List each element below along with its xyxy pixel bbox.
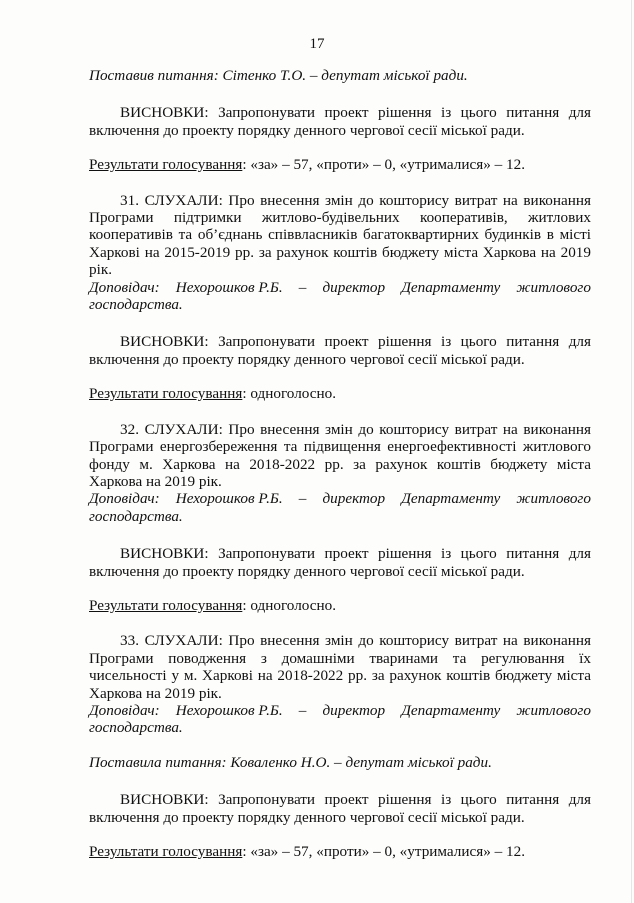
speaker-word: Департаменту [401, 701, 501, 719]
vote-result-line [89, 597, 591, 614]
conclusion-paragraph: ВИСНОВКИ: Запропонувати проект рішення із цього питання для включення до проекту порядку денного чергової сесії міської ради. [89, 333, 591, 368]
speaker-word: житлового [516, 490, 591, 508]
vote-result-label: Результати голосування [89, 385, 243, 403]
vote-result-label: Результати голосування [89, 596, 243, 614]
speaker-dash: – [298, 278, 307, 296]
conclusion-paragraph: ВИСНОВКИ: Запропонувати проект рішення із цього питання для включення до проекту порядку денного чергової сесії міської ради. [89, 545, 591, 580]
vote-result-value: : «за» – 57, «проти» – 0, «утрималися» – 12. [242, 156, 525, 174]
vote-result-value: : одноголосно. [242, 596, 337, 614]
speaker-department: господарства. [89, 719, 183, 737]
vote-result-line [89, 843, 591, 860]
vote-result-value: : одноголосно. [242, 385, 337, 403]
speaker-label: Доповідач: [89, 490, 160, 508]
speaker-name: Нехорошков Р.Б. [175, 278, 283, 296]
speaker-label: Доповідач: [89, 278, 160, 296]
vote-result-line [89, 156, 591, 173]
page-edge-shadow [631, 0, 632, 903]
speaker-name: Нехорошков Р.Б. [175, 701, 283, 719]
presenter-line: Поставила питання: Коваленко Н.О. – депутат міської ради. [89, 753, 492, 771]
speaker-dash: – [298, 490, 307, 508]
speaker-word: житлового [516, 278, 591, 296]
vote-result-label: Результати голосування [89, 156, 243, 174]
speaker-department: господарства. [89, 507, 183, 525]
intro-presenter-line: Поставив питання: Сітенко Т.О. – депутат міської ради. [89, 67, 468, 84]
vote-result-line [89, 385, 591, 402]
speaker-word: Департаменту [401, 278, 501, 296]
page-body [89, 67, 591, 860]
conclusion-paragraph: ВИСНОВКИ: Запропонувати проект рішення із цього питання для включення до проекту порядку денного чергової сесії міської ради. [89, 791, 591, 826]
speaker-word: Департаменту [401, 490, 501, 508]
speaker-label: Доповідач: [89, 701, 160, 719]
speaker-word: директор [322, 701, 386, 719]
heard-paragraph-33: 33. СЛУХАЛИ: Про внесення змін до кошторису витрат на виконання Програми поводження з домашніми тваринами та регулювання їх чисельності у м. Харкові на 2018-2022 рр. за рахунок коштів бюджету міста Харкова на 2019 рік. [89, 632, 591, 702]
speaker-line [89, 279, 591, 296]
heard-paragraph-32: 32. СЛУХАЛИ: Про внесення змін до кошторису витрат на виконання Програми енергозбереження та підвищення енергоефективності житлового фонду м. Харкова на 2018-2022 рр. за рахунок коштів бюджету міста Харкова на 2019 рік. [89, 420, 591, 490]
speaker-dash: – [298, 701, 307, 719]
vote-result-value: : «за» – 57, «проти» – 0, «утрималися» – 12. [242, 843, 525, 860]
page-number: 17 [309, 36, 325, 52]
speaker-line [89, 702, 591, 719]
speaker-word: житлового [516, 701, 591, 719]
conclusion-paragraph: ВИСНОВКИ: Запропонувати проект рішення із цього питання для включення до проекту порядку денного чергової сесії міської ради. [89, 104, 591, 139]
speaker-word: директор [322, 278, 386, 296]
heard-paragraph-31: 31. СЛУХАЛИ: Про внесення змін до кошторису витрат на виконання Програми підтримки житлово-будівельних кооперативів, житлових кооперативів та об’єднань співвласників багатоквартирних будинків в місті Харкові на 2015-2019 рр. за рахунок коштів бюджету міста Харкова на 2019 рік. [89, 191, 591, 279]
speaker-word: директор [322, 490, 386, 508]
speaker-line [89, 490, 591, 507]
speaker-department: господарства. [89, 296, 183, 314]
vote-result-label: Результати голосування [89, 843, 243, 860]
speaker-name: Нехорошков Р.Б. [175, 490, 283, 508]
